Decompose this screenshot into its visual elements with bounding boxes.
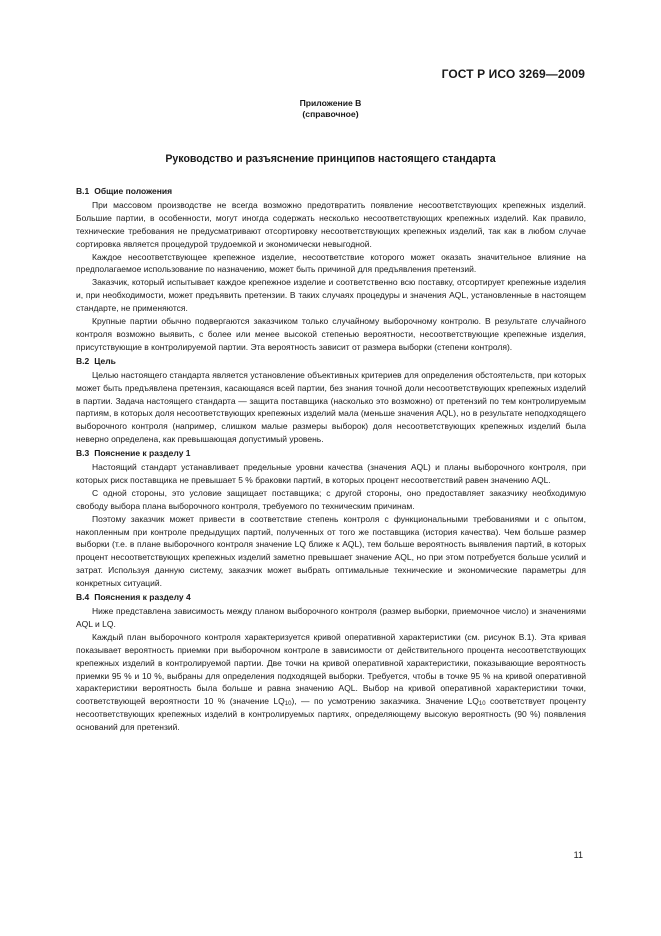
appendix-label-block — [0, 98, 661, 120]
section-heading-b1: В.1 Общие положения — [76, 186, 173, 196]
paragraph: Настоящий стандарт устанавливает предельные уровни качества (значения AQL) и планы выборочного контроля, при которых риск поставщика не превышает 5 % браковки партий, в которых процент несоответствий равен значению AQL. — [76, 462, 586, 485]
paragraph: С одной стороны, это условие защищает поставщика; с другой стороны, оно предоставляет заказчику необходимую свободу выбора плана выборочного контроля, требуемого по техническим причинам. — [76, 487, 586, 511]
document-title: Руководство и разъяснение принципов настоящего стандарта — [165, 153, 496, 165]
paragraph: Ниже представлена зависимость между планом выборочного контроля (размер выборки, приемочное число) и значениями AQL и LQ. — [76, 606, 586, 629]
paragraph: Каждое несоответствующее крепежное изделие, несоответствие которого может оказать значительное влияние на предполагаемое использование по назначению, может быть причиной для предъявления претензий. — [76, 251, 586, 275]
paragraph: Крупные партии обычно подвергаются заказчиком только случайному выборочному контролю. В результате случайного контроля возможно выявить, с более или менее высокой степенью вероятности, несоответствующие крепежные изделия, присутствующие в контролируемой партии. Эта вероятность зависит от размера выборки (степени контроля). — [76, 316, 586, 352]
section-heading-b2: В.2 Цель — [76, 355, 116, 366]
page-number: 11 — [573, 850, 583, 860]
document-body — [76, 184, 586, 734]
document-code-header: ГОСТ Р ИСО 3269—2009 — [441, 67, 585, 81]
appendix-note: (справочное) — [302, 109, 359, 119]
section-heading-b4: В.4 Пояснения к разделу 4 — [76, 592, 191, 603]
paragraph: При массовом производстве не всегда возможно предотвратить появление несоответствующих крепежных изделий. Большие партии, в особенности, могут иногда содержать несколько несоответствующих крепежных изделий. Как правило, технические требования не предусматривают отсортировку несоответствующих крепежных изделий, так как в любом случае сортировка является процедурой трудоемкой и экономически невыгодной. — [76, 199, 586, 249]
paragraph: Целью настоящего стандарта является установление объективных критериев для определения обстоятельств, при которых может быть предъявлена претензия, касающаяся всей партии, без знания точной доли несоответствующих крепежных изделий в партии. Задача настоящего стандарта — защита поставщика (насколько это возможно) от претензий по тем контролируемым партиям, в которых доля несоответствующих крепежных изделий мала (меньше значения AQL), но в результате неподходящего выборочного контроля (например, слишком малые размеры выборок) доля несоответствующих крепежных изделий была неверно определена, как превышающая допустимый уровень. — [76, 369, 586, 445]
paragraph: Поэтому заказчик может привести в соответствие степень контроля с функциональными требованиями и с опытом, накопленным при контроле предыдущих партий, полученных от того же поставщика (история качества). Чем больше размер выборки (т.е. в плане выборочного контроля значение LQ ближе к AQL), тем больше вероятность выявления партий, в которых процент несоответствующих крепежных изделий заметно превышает значение AQL, но при этом потребуется больше усилий и затрат. Используя данную систему, заказчик может выбрать оптимальные технические и экономические параметры для конкретных ситуаций. — [76, 513, 586, 589]
paragraph-with-subscripts: Каждый план выборочного контроля характеризуется кривой оперативной характеристики (см. рисунок В.1). Эта кривая показывает вероятность приемки при выборочном контроле в зависимости от действительного процента несоответствующих крепежных изделий в контролируемой партии. Две точки на кривой оперативной характеристики, показывающие вероятность приемки 95 % и 10 %, выбраны для определения подходящей выборки. Требуется, чтобы в точке 95 % на кривой оперативной характеристики вероятность была больше и равна значению AQL. Выбор на кривой оперативной характеристики точки, соответствующей вероятности 10 % (значение $LQ_{10}$), — по усмотрению заказчика. Значение $LQ_{10}$ соответствует проценту несоответствующих крепежных изделий в контролируемых партиях, определяющему высокую вероятность (90 %) появления оснований для претензий. — [76, 631, 586, 733]
appendix-label: Приложение В — [299, 98, 362, 108]
paragraph: Заказчик, который испытывает каждое крепежное изделие и соответственно всю поставку, отсортирует крепежные изделия и, при необходимости, может предъявить претензии. В таких случаях процедуры и значения AQL, установленные в настоящем стандарте, не применяются. — [76, 277, 586, 314]
section-heading-b3: В.3 Пояснение к разделу 1 — [76, 448, 191, 459]
